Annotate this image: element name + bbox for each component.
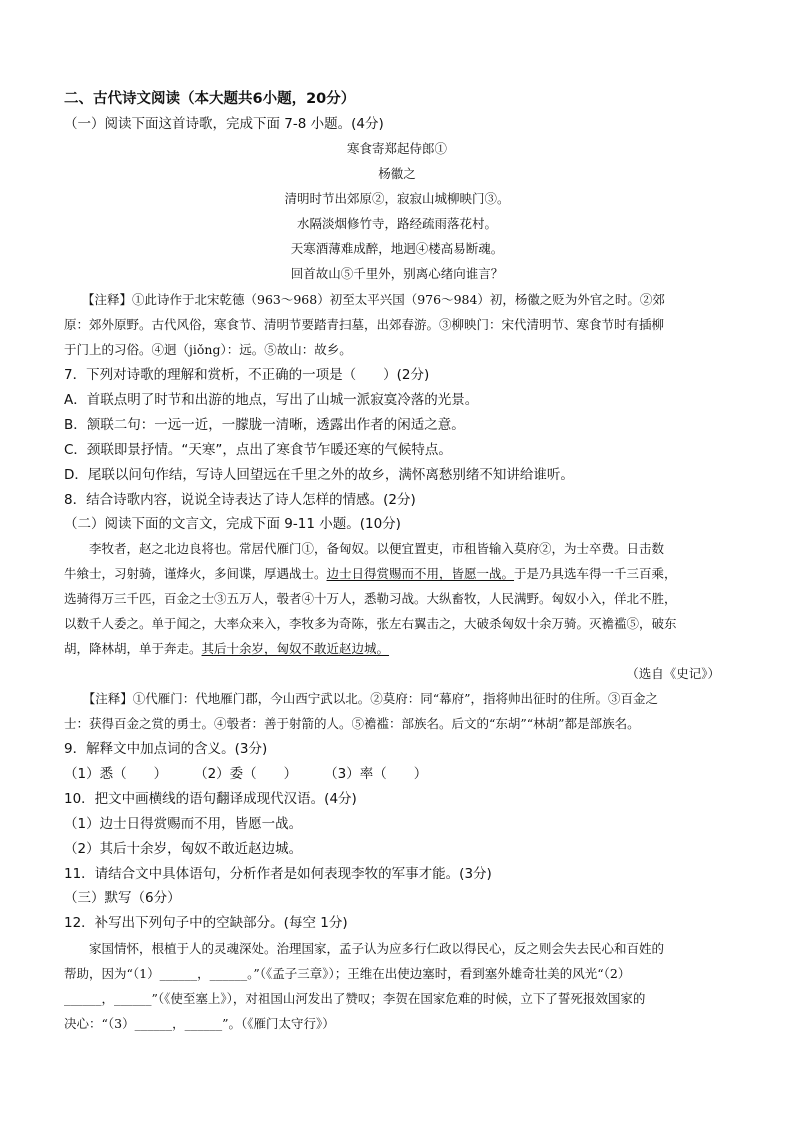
q7-option-c: C．颈联即景抒情。“天寒”，点出了寒食节乍暖还寒的气候特点。 — [64, 442, 452, 458]
poem-line: 水隔淡烟修竹寺，路经疏雨落花村。 — [296, 216, 497, 231]
poem-note: 原：郊外原野。古代风俗，寒食节、清明节要踏青扫墓，出郊春游。③柳映门：宋代清明节、寒食节时有插柳 — [64, 317, 665, 332]
q9-items: （1）悉（ ） （2）委（ ） （3）率（ ） — [64, 766, 428, 782]
dictation-line: 家国情怀，根植于人的灵魂深处。治理国家，孟子认为应多行仁政以得民心，反之则会失去民心和百姓的 — [64, 941, 665, 956]
part1-heading: （一）阅读下面这首诗歌，完成下面 7-8 小题。(4分) — [64, 116, 384, 132]
part3-heading: （三）默写（6分） — [64, 890, 181, 906]
q7-option-a: A．首联点明了时节和出游的地点，写出了山城一派寂寞冷落的光景。 — [64, 392, 479, 408]
q7-option-b: B．颔联二句：一远一近，一朦胧一清晰，透露出作者的闲适之意。 — [64, 417, 465, 433]
question-10: 10．把文中画横线的语句翻译成现代汉语。(4分) — [64, 791, 357, 807]
part2-heading: （二）阅读下面的文言文，完成下面 9-11 小题。(10分) — [64, 516, 401, 532]
dictation-line: 决心：“（3）______，______”。（《雁门太守行》） — [64, 1016, 335, 1031]
passage-source: （选自《史记》） — [626, 666, 720, 681]
question-12: 12．补写出下列句子中的空缺部分。(每空 1分) — [64, 915, 348, 931]
passage-text: 于是乃具选车得一千三百乘， — [514, 566, 677, 581]
poem-line: 天寒酒薄难成醉，地迥④楼高易断魂。 — [290, 241, 504, 256]
q10-item-1: （1）边士日得赏赐而不用，皆愿一战。 — [64, 816, 303, 832]
poem-note: 【注释】①此诗作于北宋乾德（963～968）初至太平兴国（976～984）初，杨徽之贬为外官之时。②郊 — [82, 292, 665, 307]
section-title: 二、古代诗文阅读（本大题共6小题，20分） — [64, 91, 356, 107]
passage-line — [64, 639, 389, 659]
poem-title: 寒食寄郑起侍郎① — [346, 141, 447, 156]
poem-line: 清明时节出郊原②，寂寂山城柳映门③。 — [284, 191, 510, 206]
poem-author: 杨徽之 — [378, 166, 416, 181]
question-11: 11．请结合文中具体语句，分析作者是如何表现李牧的军事才能。(3分) — [64, 866, 492, 882]
poem-note: 于门上的习俗。④迥（jiǒng）：远。⑤故山：故乡。 — [64, 342, 352, 357]
passage-line — [64, 564, 677, 584]
passage-line: 选骑得万三千匹，百金之士③五万人，彀者④十万人，悉勒习战。大纵畜牧，人民满野。匈奴小入，佯北不胜， — [64, 591, 677, 606]
passage-note: 士：获得百金之赏的勇士。④彀者：善于射箭的人。⑤襜褴：部族名。后文的“东胡”“林胡”都是部族名。 — [64, 716, 640, 731]
passage-note: 【注释】①代雁门：代地雁门郡，今山西宁武以北。②莫府：同“幕府”，指将帅出征时的住所。③百金之 — [64, 691, 659, 706]
underlined-sentence-2: 其后十余岁，匈奴不敢近赵边城。 — [201, 641, 390, 656]
poem-line: 回首故山⑤千里外，别离心绪向谁言？ — [290, 266, 504, 281]
q10-item-2: （2）其后十余岁，匈奴不敢近赵边城。 — [64, 841, 303, 857]
underlined-sentence-1: 边士日得赏赐而不用，皆愿一战。 — [326, 566, 515, 581]
dictation-line: 帮助，因为“（1）______，______。”（《孟子三章》）；王维在出使边塞时，看到塞外雄奇壮美的风光“（2） — [64, 966, 631, 981]
q7-option-d: D．尾联以问句作结，写诗人回望远在千里之外的故乡，满怀离愁别绪不知讲给谁听。 — [64, 467, 574, 483]
passage-text: 牛飨士，习射骑，谨烽火，多间谍，厚遇战士。 — [64, 566, 327, 581]
question-8: 8．结合诗歌内容，说说全诗表达了诗人怎样的情感。(2分) — [64, 492, 416, 508]
passage-text: 胡，降林胡，单于奔走。 — [64, 641, 202, 656]
question-7: 7．下列对诗歌的理解和赏析，不正确的一项是（ ）(2分) — [64, 367, 430, 383]
dictation-line: ______，______”（《使至塞上》），对祖国山河发出了赞叹；李贺在国家危难的时候，立下了誓死报效国家的 — [64, 991, 646, 1006]
passage-line: 李牧者，赵之北边良将也。常居代雁门①，备匈奴。以便宜置吏，市租皆输入莫府②，为士卒费。日击数 — [64, 541, 665, 556]
passage-line: 以数千人委之。单于闻之，大率众来入，李牧多为奇陈，张左右翼击之，大破杀匈奴十余万骑。灭襜褴⑤，破东 — [64, 616, 677, 631]
question-9: 9．解释文中加点词的含义。(3分) — [64, 741, 268, 757]
